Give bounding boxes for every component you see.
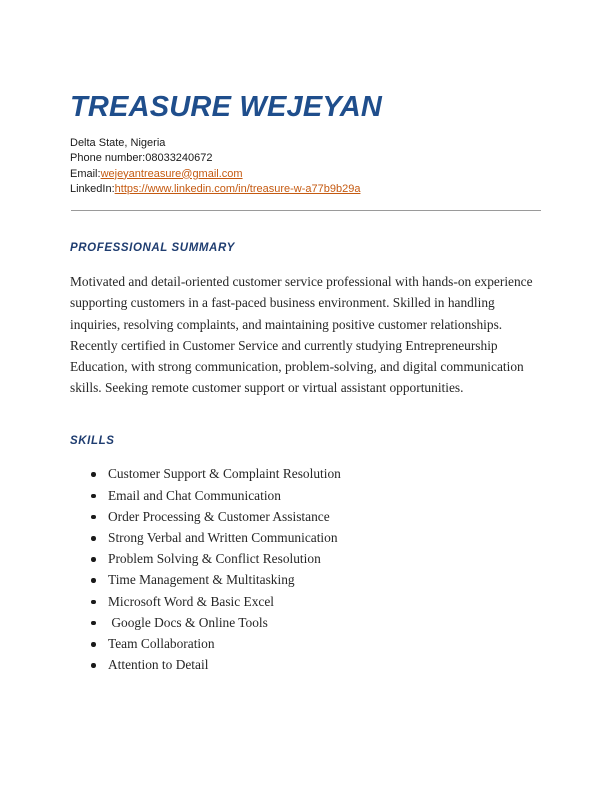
contact-linkedin-label: LinkedIn: bbox=[70, 182, 115, 195]
contact-email-label: Email: bbox=[70, 167, 101, 180]
contact-block bbox=[70, 136, 542, 197]
email-link[interactable]: wejeyantreasure@gmail.com bbox=[100, 167, 243, 180]
list-item: Microsoft Word & Basic Excel bbox=[70, 591, 542, 612]
section-heading-professional-summary: PROFESSIONAL SUMMARY bbox=[70, 242, 235, 255]
list-item: Problem Solving & Conflict Resolution bbox=[70, 548, 542, 569]
list-item: Order Processing & Customer Assistance bbox=[70, 506, 542, 527]
resume-content bbox=[70, 0, 542, 675]
section-heading-skills: SKILLS bbox=[70, 435, 115, 448]
header-divider bbox=[71, 210, 541, 211]
list-item: Team Collaboration bbox=[70, 633, 542, 654]
list-item: Customer Support & Complaint Resolution bbox=[70, 463, 542, 484]
contact-phone-line bbox=[70, 151, 542, 166]
page-title: TREASURE WEJEYAN bbox=[70, 91, 383, 123]
contact-location-value: Delta State, Nigeria bbox=[70, 137, 166, 149]
list-item: Time Management & Multitasking bbox=[70, 569, 542, 590]
contact-location-line bbox=[70, 136, 542, 151]
list-item: Attention to Detail bbox=[70, 654, 542, 675]
professional-summary-text: Motivated and detail-oriented customer service professional with hands-on experience supporting customers in a fast-paced business environment. Skilled in handling inquiries, resolving complaints, and maintaining positive customer relationships. Recently certified in Customer Service and currently studying Entrepreneurship Education, with strong communication, problem-solving, and digital communication skills. Seeking remote customer support or virtual assistant opportunities. bbox=[70, 274, 533, 396]
contact-phone-value: 08033240672 bbox=[145, 152, 213, 165]
list-item: Google Docs & Online Tools bbox=[70, 612, 542, 633]
contact-email-line bbox=[70, 167, 542, 182]
contact-linkedin-line bbox=[70, 182, 542, 197]
contact-phone-label: Phone number: bbox=[70, 152, 146, 165]
list-item: Email and Chat Communication bbox=[70, 485, 542, 506]
linkedin-link[interactable]: https://www.linkedin.com/in/treasure-w-a77b9b29a bbox=[114, 182, 361, 195]
list-item: Strong Verbal and Written Communication bbox=[70, 527, 542, 548]
skills-list bbox=[70, 463, 542, 675]
